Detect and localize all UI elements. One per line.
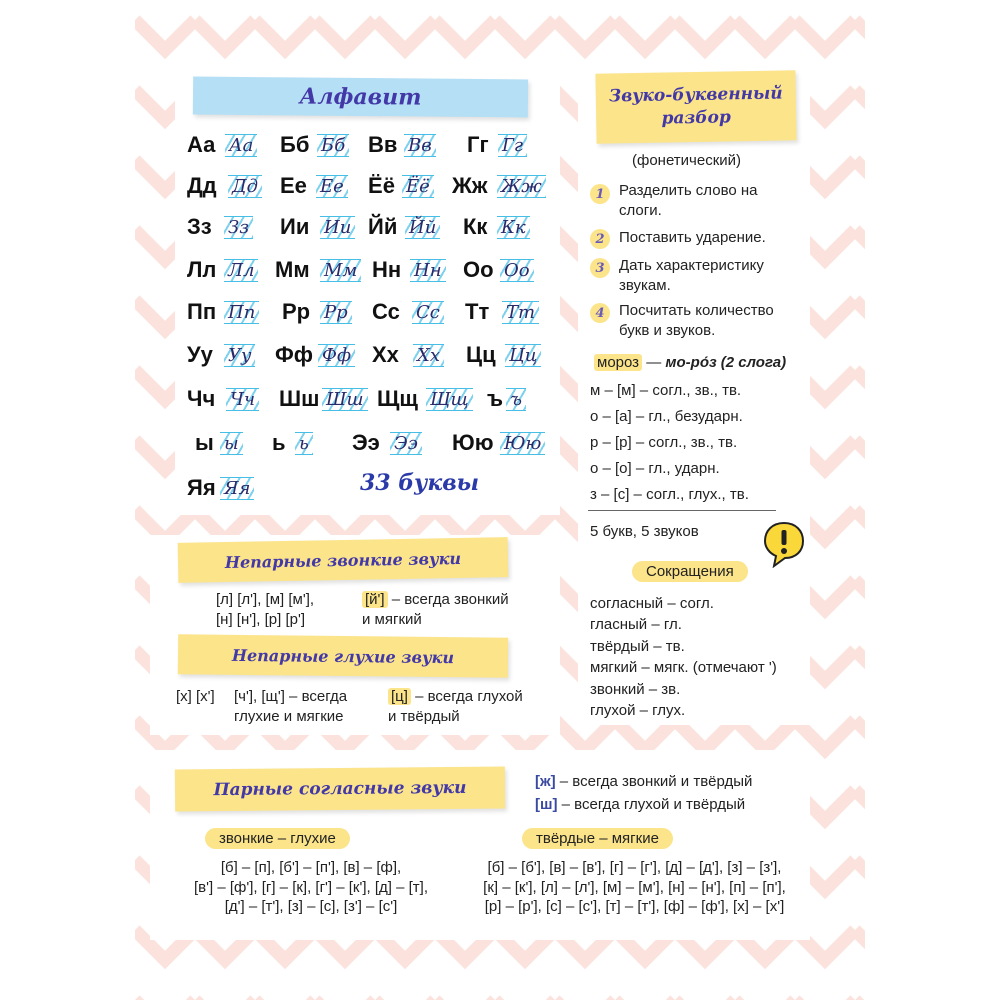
- step-number: 4: [590, 303, 610, 323]
- example-line: з – [с] – согл., глух., тв.: [590, 486, 749, 503]
- letter-script: Чч: [226, 388, 259, 411]
- letter-script: Ии: [320, 216, 355, 239]
- divider: [588, 510, 776, 511]
- letter-script: Ёё: [402, 175, 434, 198]
- abbreviation-item: гласный – гл.: [590, 616, 682, 633]
- hard-soft-pairs: [б] – [б'], [в] – [в'], [г] – [г'], [д] – [д'], [з] – [з'], [к] – [к'], [л] – [л'], [м] – [м'], [н] – [н'], [п] – [п'], [р] – [р'], [с] – [с'], [т] – [т'], [ф] – [ф'], [х] – [х']: [483, 859, 786, 915]
- letter-script: Яя: [220, 477, 254, 500]
- letter-script: Вв: [404, 134, 436, 157]
- letter-script: ь: [295, 432, 313, 455]
- letter-printed: Нн: [372, 257, 402, 282]
- letter-script: Аа: [225, 134, 257, 157]
- example-word: мороз — мо-ро́з (2 слога): [594, 353, 786, 373]
- letter-printed: Кк: [463, 214, 488, 239]
- abbreviation-item: согласный – согл.: [590, 595, 714, 612]
- letter-script: ъ: [506, 388, 526, 411]
- abbreviation-item: мягкий – мягк. (отмечают '): [590, 659, 777, 676]
- exclamation-icon: [762, 520, 806, 568]
- abbreviation-item: звонкий – зв.: [590, 681, 681, 698]
- step-text: Дать характеристику звукам.: [619, 257, 764, 294]
- example-line: м – [м] – согл., зв., тв.: [590, 382, 742, 399]
- letter-script: Ее: [316, 175, 348, 198]
- letter-printed: Лл: [187, 257, 217, 282]
- letter-script: Зз: [224, 216, 253, 239]
- letter-printed: Ээ: [352, 430, 380, 455]
- letter-printed: Зз: [187, 214, 212, 239]
- paired-note-zh: [ж] – всегда звонкий и твёрдый: [535, 773, 753, 790]
- step-number: 2: [590, 229, 610, 249]
- letter-printed: Яя: [187, 475, 216, 500]
- letter-script: Йй: [405, 216, 440, 239]
- unpaired-voiced-note: [й'] – всегда звонкий и мягкий: [362, 591, 509, 628]
- letter-printed: Шш: [279, 386, 320, 411]
- step-text: Посчитать количество букв и звуков.: [619, 302, 774, 339]
- letter-printed: ъ: [487, 386, 504, 411]
- step-number: 1: [590, 184, 610, 204]
- letter-script: Лл: [224, 259, 258, 282]
- unpaired-voiceless-sounds: [х] [х']: [176, 688, 215, 705]
- example-summary: 5 букв, 5 звуков: [590, 523, 699, 540]
- letter-printed: Тт: [465, 299, 490, 324]
- letter-script: Юю: [500, 432, 545, 455]
- letter-script: Щщ: [426, 388, 473, 411]
- letter-script: Тт: [502, 301, 539, 324]
- paired-heading: Парные согласные звуки: [175, 767, 505, 812]
- letter-script: Кк: [497, 216, 530, 239]
- letter-script: Жж: [497, 175, 546, 198]
- letter-printed: Жж: [452, 173, 488, 198]
- letter-printed: Аа: [187, 132, 216, 157]
- letter-script: Пп: [224, 301, 259, 324]
- letter-printed: Уу: [187, 342, 213, 367]
- abbreviation-item: глухой – глух.: [590, 702, 686, 719]
- letter-printed: Вв: [368, 132, 398, 157]
- analysis-heading: [595, 70, 796, 143]
- letter-printed: Рр: [282, 299, 311, 324]
- letter-script: Ээ: [390, 432, 422, 455]
- letter-printed: Цц: [466, 342, 496, 367]
- letter-printed: Ее: [280, 173, 307, 198]
- letter-printed: Бб: [280, 132, 310, 157]
- alphabet-title: Алфавит: [299, 83, 422, 111]
- letter-script: Мм: [320, 259, 361, 282]
- alphabet-heading: [193, 77, 528, 118]
- letter-printed: Ёё: [368, 173, 395, 198]
- voiced-voiceless-pairs: [б] – [п], [б'] – [п'], [в] – [ф], [в'] – [ф'], [г] – [к], [г'] – [к'], [д] – [т], [д'] – [т'], [з] – [с], [з'] – [с']: [193, 859, 429, 915]
- letter-script: Уу: [224, 344, 255, 367]
- example-line: о – [о] – гл., ударн.: [590, 460, 720, 477]
- hard-soft-label: твёрдые – мягкие: [522, 828, 673, 849]
- letter-script: Гг: [498, 134, 527, 157]
- unpaired-voiceless-note-1: [ч'], [щ'] – всегда глухие и мягкие: [234, 688, 348, 725]
- letter-script: Бб: [317, 134, 349, 157]
- example-line: о – [а] – гл., безударн.: [590, 408, 743, 425]
- letter-printed: ы: [195, 430, 214, 455]
- letter-script: Цц: [505, 344, 541, 367]
- analysis-subtitle: (фонетический): [632, 152, 742, 169]
- unpaired-voiceless-note-2: [ц] – всегда глухой и твёрдый: [388, 688, 523, 725]
- letter-printed: Ии: [280, 214, 310, 239]
- letter-script: Дд: [228, 175, 262, 198]
- paired-note-sh: [ш] – всегда глухой и твёрдый: [535, 796, 746, 813]
- voiced-voiceless-label: звонкие – глухие: [205, 828, 350, 849]
- letter-script: Хх: [413, 344, 444, 367]
- letter-printed: Щщ: [377, 386, 418, 411]
- letter-script: Шш: [322, 388, 368, 411]
- letter-count: 33 буквы: [360, 470, 480, 496]
- letter-printed: Мм: [275, 257, 310, 282]
- abbreviation-item: твёрдый – тв.: [590, 638, 685, 655]
- letter-printed: Пп: [187, 299, 217, 324]
- letter-printed: Фф: [275, 342, 314, 367]
- letter-printed: Гг: [467, 132, 489, 157]
- letter-printed: Чч: [187, 386, 216, 411]
- letter-printed: Йй: [368, 214, 398, 239]
- unpaired-voiceless-heading: Непарные глухие звуки: [178, 634, 508, 677]
- letter-printed: Хх: [372, 342, 399, 367]
- step-number: 3: [590, 258, 610, 278]
- step-text: Поставить ударение.: [619, 229, 766, 246]
- letter-script: Рр: [320, 301, 352, 324]
- letter-script: ы: [220, 432, 243, 455]
- letter-printed: Дд: [187, 173, 217, 198]
- letter-script: Фф: [318, 344, 355, 367]
- unpaired-voiced-sounds: [л] [л'], [м] [м'], [н] [н'], [р] [р']: [216, 591, 315, 628]
- letter-script: Сс: [412, 301, 444, 324]
- step-text: Разделить слово на слоги.: [619, 182, 758, 219]
- letter-script: Нн: [410, 259, 446, 282]
- analysis-title: Звуко-буквенный разбор: [608, 83, 783, 129]
- letter-printed: Юю: [452, 430, 494, 455]
- unpaired-voiced-heading: Непарные звонкие звуки: [178, 537, 509, 583]
- letter-script: Оо: [500, 259, 534, 282]
- letter-printed: Сс: [372, 299, 400, 324]
- abbreviations-title: Сокращения: [632, 561, 748, 582]
- example-line: р – [р] – согл., зв., тв.: [590, 434, 738, 451]
- letter-printed: Оо: [463, 257, 494, 282]
- letter-printed: ь: [272, 430, 286, 455]
